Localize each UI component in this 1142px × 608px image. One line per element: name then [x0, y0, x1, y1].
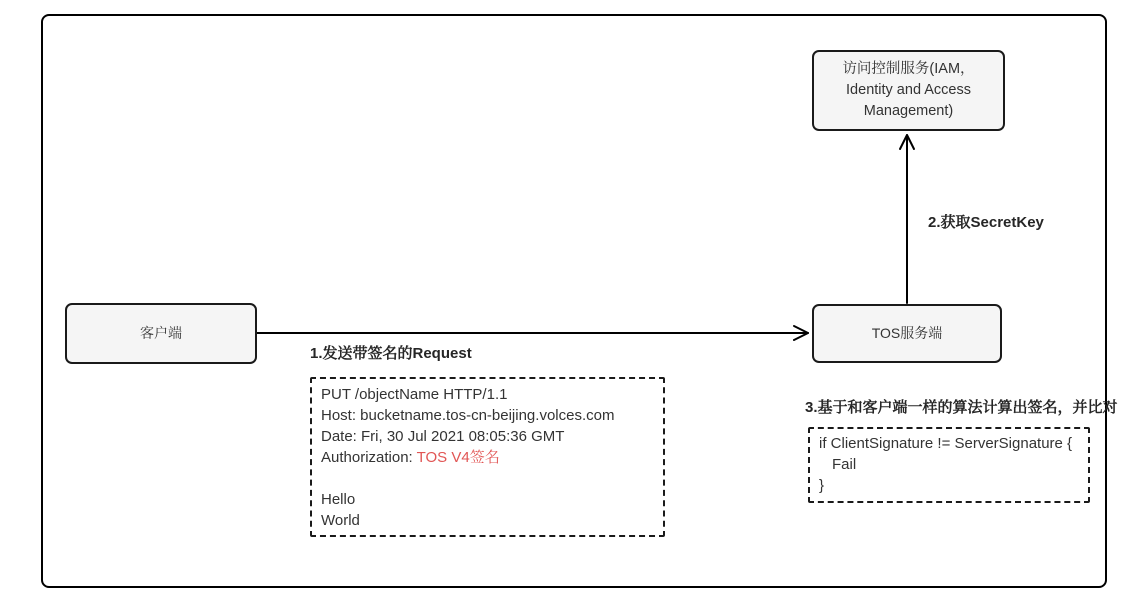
request-line: PUT /objectName HTTP/1.1: [321, 386, 508, 403]
host-line: Host: bucketname.tos-cn-beijing.volces.com: [321, 407, 615, 424]
authorization-line: [321, 447, 654, 468]
signed-request-box: [310, 377, 665, 537]
node-client-label: 客户端: [140, 325, 182, 342]
node-client: [65, 303, 257, 364]
body-line-hello: Hello: [321, 491, 356, 508]
step3-label: 3.基于和客户端一样的算法计算出签名，并比对: [805, 399, 1118, 416]
code-line-closing-brace: }: [819, 477, 825, 494]
authorization-signature-value: TOS V4签名: [416, 449, 500, 466]
node-tos-server-label: TOS服务端: [871, 325, 943, 342]
step1-label: 1.发送带签名的Request: [310, 345, 472, 362]
code-line-fail: Fail: [832, 456, 857, 473]
node-iam-label: 访问控制服务(IAM，Identity and Access Management): [842, 60, 975, 119]
signature-compare-code-box: [808, 427, 1090, 503]
step2-label: 2.获取SecretKey: [928, 214, 1044, 231]
date-line: Date: Fri, 30 Jul 2021 08:05:36 GMT: [321, 428, 565, 445]
body-line-world: World: [321, 512, 360, 529]
authorization-label: Authorization:: [321, 449, 417, 466]
node-iam: [812, 50, 1005, 131]
code-line-if: if ClientSignature != ServerSignature {: [819, 435, 1073, 452]
node-tos-server: [812, 304, 1002, 363]
request-blank-line: [321, 468, 654, 489]
